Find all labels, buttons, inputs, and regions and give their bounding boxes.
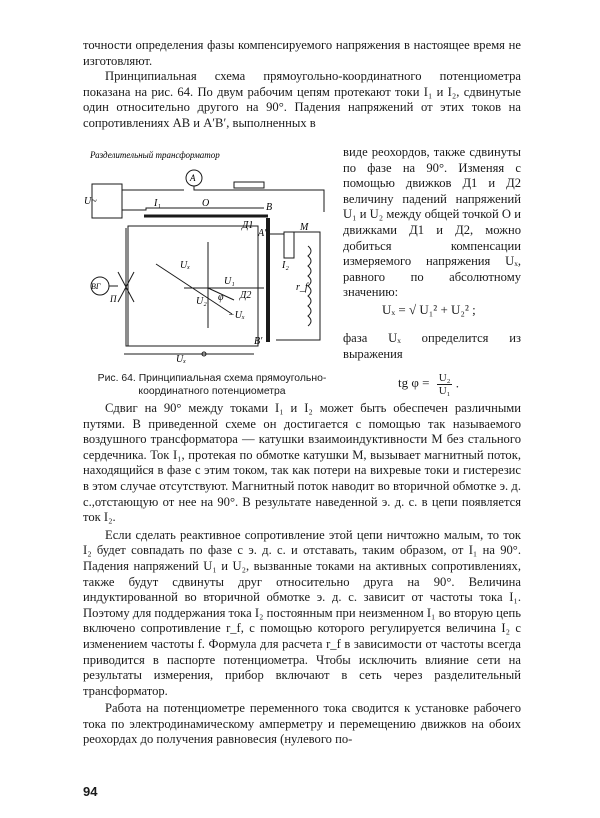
right-text-2: фаза Uₓ определится из выражения [343, 331, 521, 361]
paragraph-operation: Работа на потенциометре переменного тока сводится к установке рабочего тока по электродинамическому амперметру и перемещению движков на обоих реохордах до получения равновесия (нулевого по- [83, 701, 521, 747]
page-number: 94 [83, 784, 98, 799]
fig-label-U: U~ [84, 196, 97, 207]
right-text-1: виде реохордов, также сдвинуты по фазе на 90°. Изменяя с помощью движков Д1 и Д2 величину падений напряжений U₁ и U₂ между общей точкой O и движками Д1 и Д2, можно добиться компенсации измеряемого напряжения Uₓ, равного по абсолютному значению: [343, 145, 521, 300]
fig-label-VG: ВГ [91, 282, 101, 291]
figure-caption: Рис. 64. Принципиальная схема прямоугольно-координатного потенциометра [97, 373, 327, 397]
fig-label-B: B [266, 202, 273, 213]
fig-label-B2: B′ [254, 336, 263, 347]
formula-tg-lhs: tg φ = [398, 375, 430, 391]
fig-label-transformer: Разделительный трансформатор [90, 150, 220, 160]
fig-label-D1: Д1 [242, 220, 254, 231]
formula-ux: Uₓ = √ U₁² + U₂² ; [382, 302, 476, 317]
paragraph-shift: Сдвиг на 90° между токами I₁ и I₂ может быть обеспечен различными путями. В приведенной схеме он достигается с помощью так называемого воздушного трансформатора — катушки взаимоиндуктивности M без стального сердечника. Ток I₁, протекая по обмотке катушки M, вызывает магнитный поток, находящийся в фазе с этим током, так как потери на вихревые токи и гистерезис в этом случае отсутствуют. Магнитный поток наводит во вторичной обмотке э. д. с.,отстающую от нее на 90°. В результате наведенной э. д. с. в цепи появляется ток I₂. [83, 401, 521, 525]
fig-label-I1: I₁ [154, 198, 161, 209]
lower-text [83, 401, 521, 748]
figure-64-circuit [84, 150, 340, 368]
fig-label-phi: φ [218, 292, 224, 303]
paragraph-reactance: Если сделать реактивное сопротивление этой цепи ничтожно малым, то ток I₂ будет совпадать по фазе с э. д. с. и отставать, таким образом, от I₁ на 90°. Падения напряжений U₁ и U₂, вызванные токами на активных сопротивлениях, также будут сдвинуты друг относительно друга на 90°. Величина индуктированной во вторичной обмотке э. д. с. зависит от частоты тока I₁. Поэтому для поддержания тока I₂ постоянным при неизменном I₁ во вторую цепь включено сопротивление r_f, с помощью которого регулируется величина I₂ с изменением частоты f. Формула для расчета r_f в зависимости от частоты всегда приводится в паспорте потенциометра. Чтобы исключить влияние сети на результаты измерения, прибор включают в сеть через разделительный трансформатор. [83, 527, 521, 698]
fig-label-A: A [190, 173, 196, 183]
fig-label-rf: r_f [296, 282, 308, 293]
fig-label-Ux-left: Uₓ [180, 260, 191, 271]
fig-label-minus-Ux: −Uₓ [228, 310, 245, 321]
right-column [343, 145, 521, 301]
fig-label-A2: A′ [258, 228, 267, 239]
top-text [83, 38, 521, 132]
fig-label-P: П [110, 294, 117, 304]
formula-tg: tg φ = $\frac{\text{U₂}}{\text{U₁}}$ . [398, 372, 459, 397]
fig-label-D2: Д2 [240, 290, 252, 301]
fig-label-I2: I₂ [282, 260, 289, 271]
formula-tg-num: U₂ [438, 372, 451, 384]
fig-label-Ux-bottom: Uₓ [176, 354, 187, 365]
fig-label-M: M [300, 222, 309, 233]
formula-tg-den: U₁ [438, 385, 451, 397]
fig-label-O: O [202, 198, 210, 209]
paragraph-continuation: точности определения фазы компенсируемого напряжения в настоящее время не изготовляют. [83, 38, 521, 68]
fig-label-U2: U₂ [196, 296, 207, 307]
fig-label-U1: U₁ [224, 276, 235, 287]
paragraph-intro: Принципиальная схема прямоугольно-координатного потенциометра показана на рис. 64. По двум рабочим цепям протекают токи I₁ и I₂, сдвинутые один относительно другого на 90°. Падения напряжений от этих токов на сопротивлениях AB и A′B′, выполненных в [83, 69, 521, 130]
